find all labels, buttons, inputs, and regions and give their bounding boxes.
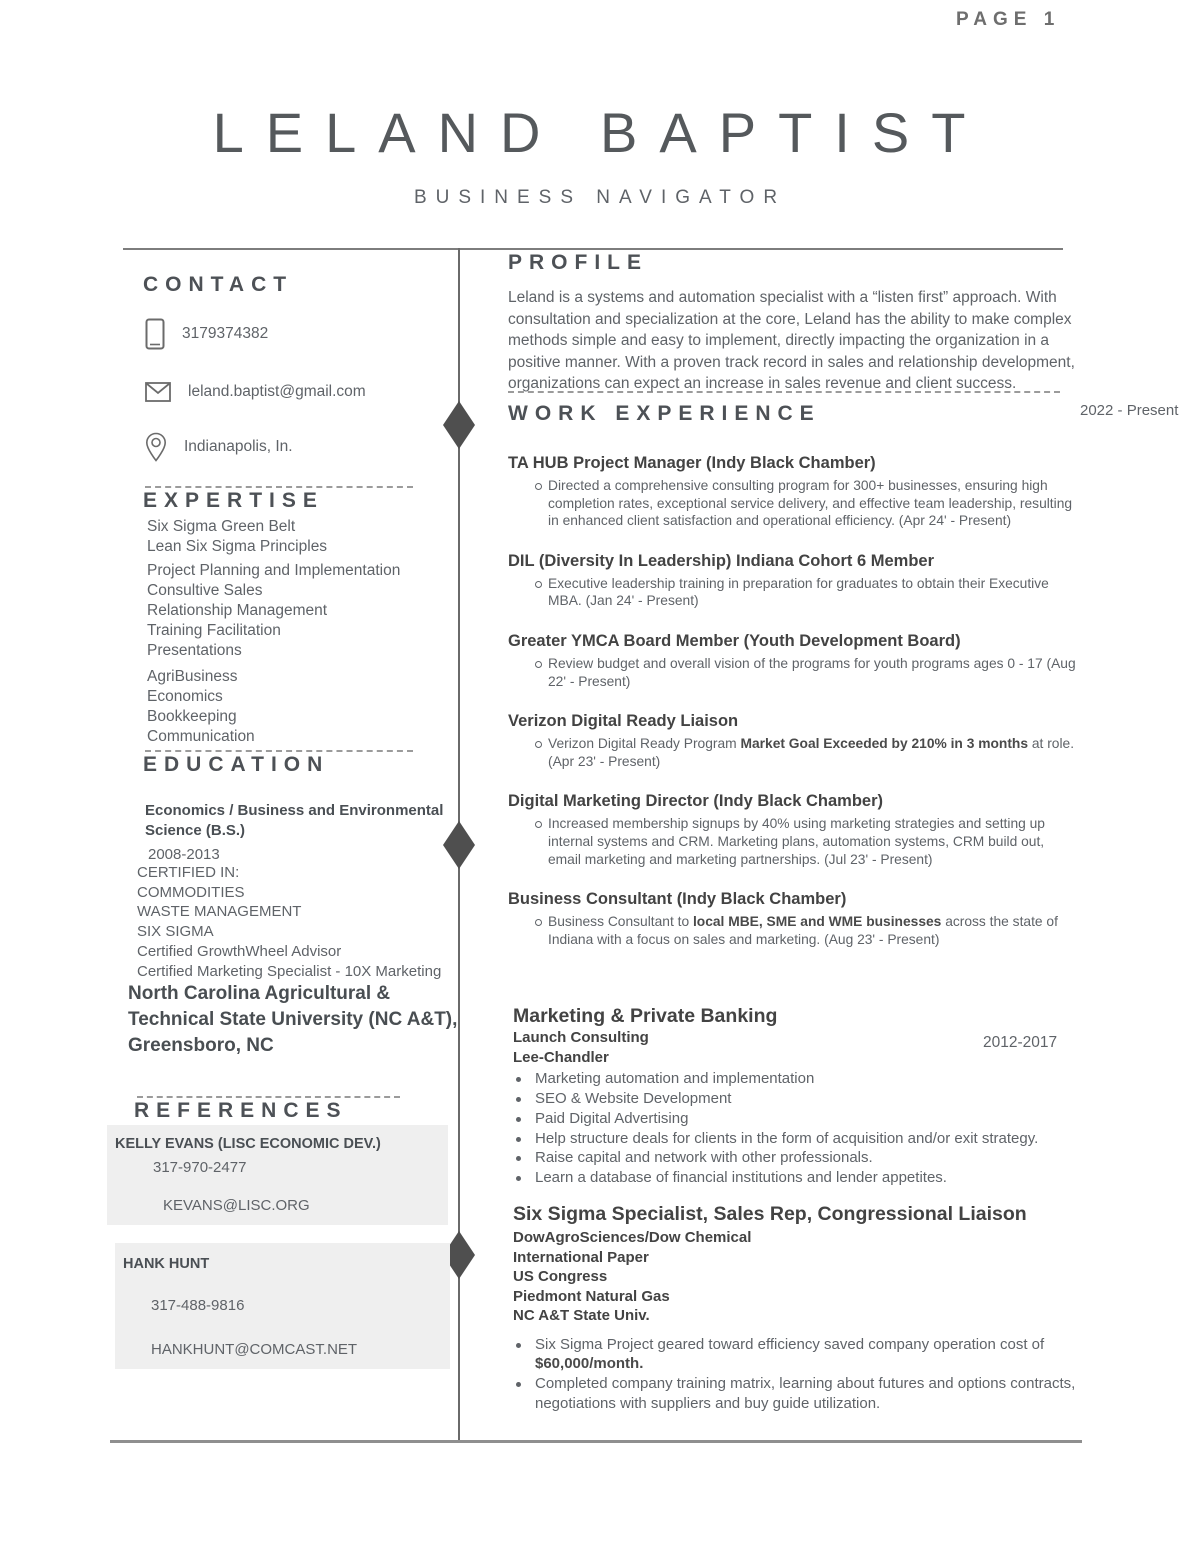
right-column (508, 250, 1179, 1414)
hollow-bullet-icon (535, 581, 542, 588)
job-entry (508, 711, 1080, 770)
six-sigma-title: Six Sigma Specialist, Sales Rep, Congressional Liaison (513, 1203, 1027, 1226)
six-sigma-bullet (513, 1374, 1080, 1414)
expertise-item: Training Facilitation (147, 622, 281, 639)
phone-icon (145, 318, 165, 350)
job-entry (508, 889, 1080, 948)
bullet-text (548, 914, 1058, 947)
reference-card (115, 1243, 450, 1369)
text-segment: $60,000/month. (535, 1355, 644, 1373)
candidate-job-title: BUSINESS NAVIGATOR (413, 187, 787, 208)
six-sigma-org-line: US Congress (513, 1268, 608, 1286)
education-cert-line: SIX SIGMA (137, 923, 214, 941)
contact-phone-value: 3179374382 (182, 325, 269, 342)
bullet-text (548, 736, 1074, 769)
profile-text: Leland is a systems and automation specialist with a “listen first” approach. With consultation and specialization at the core, Leland has the ability to make complex methods simple and easy to implement, directly impacting the organization in a positive manner. With a proven track record in sales and relationship development, organizations can expect an increase in sales revenue and client success. (508, 289, 1075, 393)
bullet-text (535, 1375, 1075, 1412)
job-bullet (508, 477, 1080, 530)
job-title: Greater YMCA Board Member (Youth Development Board) (508, 631, 961, 650)
hollow-bullet-icon (535, 661, 542, 668)
hollow-bullet-icon (535, 919, 542, 926)
six-sigma-org-line: NC A&T State Univ. (513, 1307, 650, 1325)
marketing-bullet (513, 1109, 1080, 1129)
education-years: 2008-2013 (148, 846, 220, 863)
job-bullet-list (508, 913, 1080, 948)
expertise-heading: EXPERTISE (143, 489, 324, 512)
text-segment: Six Sigma Project geared toward efficiency saved company operation cost of (535, 1335, 1045, 1353)
work-experience-heading: WORK EXPERIENCE (508, 401, 821, 425)
education-cert-line: WASTE MANAGEMENT (137, 903, 302, 921)
reference-name: HANK HUNT (123, 1256, 210, 1273)
six-sigma-orgs (513, 1228, 1080, 1326)
job-bullet (508, 913, 1080, 948)
bullet-text: Help structure deals for clients in the form of acquisition and/or exit strategy. (535, 1129, 1039, 1147)
bullet-text (548, 816, 1045, 866)
text-segment: across the state of Indiana with a focus on sales and marketing. (Aug 23' - Present) (548, 914, 1058, 947)
reference-email: HANKHUNT@COMCAST.NET (151, 1341, 358, 1359)
reference-name: KELLY EVANS (LISC ECONOMIC DEV.) (115, 1136, 381, 1153)
bullet-text (535, 1336, 1044, 1373)
marketing-bullet (513, 1168, 1080, 1188)
footer-divider-line (110, 1440, 1082, 1443)
six-sigma-section (508, 1202, 1080, 1414)
six-sigma-org-line: International Paper (513, 1248, 649, 1266)
expertise-list (123, 517, 460, 747)
marketing-bullet-list (513, 1069, 1080, 1188)
six-sigma-org-line: Piedmont Natural Gas (513, 1287, 670, 1305)
contact-location-row (123, 432, 460, 462)
bullet-text (548, 656, 1076, 689)
marketing-bullet (513, 1148, 1080, 1168)
education-cert-line: Certified GrowthWheel Advisor (137, 942, 342, 960)
job-bullet-list (508, 575, 1080, 610)
expertise-item: AgriBusiness (147, 668, 238, 685)
bullet-text: Marketing automation and implementation (535, 1070, 815, 1088)
education-cert-line: COMMODITIES (137, 883, 245, 901)
expertise-item: Consultive Sales (147, 582, 263, 599)
job-title: TA HUB Project Manager (Indy Black Chamber) (508, 453, 876, 472)
left-column (115, 250, 460, 1369)
contact-heading: CONTACT (143, 273, 294, 296)
marketing-banking-title: Marketing & Private Banking (513, 1005, 778, 1028)
job-bullet-list (508, 815, 1080, 868)
bullet-text: Raise capital and network with other professionals. (535, 1149, 873, 1167)
text-segment: Directed a comprehensive consulting program for 300+ businesses, ensuring high completion rates, exceptional service delivery, and effective team leadership, resulting in enhanced client satisfaction and operational efficiency. (Apr 24' - Present) (548, 477, 1073, 529)
marketing-bullet (513, 1129, 1080, 1149)
candidate-name: LELAND BAPTIST (212, 101, 988, 164)
expertise-item: Communication (147, 728, 255, 745)
expertise-item: Presentations (147, 642, 242, 659)
six-sigma-org-line: DowAgroSciences/Dow Chemical (513, 1229, 752, 1247)
job-bullet-list (508, 735, 1080, 770)
text-segment: Increased membership signups by 40% using marketing strategies and setting up internal systems and CRM. Marketing plans, automation systems, CRM build out, email marketing and marketing partnerships. (Jul 23' - Present) (548, 816, 1045, 867)
text-segment: Business Consultant to (548, 914, 693, 930)
job-entry (508, 551, 1080, 610)
text-segment: at role. (Apr 23' - Present) (548, 736, 1075, 769)
marketing-banking-section (508, 1004, 1080, 1188)
text-segment: Review budget and overall vision of the programs for youth programs ages 0 - 17 (Aug 22' - Present) (548, 655, 1076, 689)
expertise-item: Six Sigma Green Belt (147, 518, 296, 535)
filled-bullet-icon (516, 1382, 521, 1387)
text-segment: Executive leadership training in preparation for graduates to obtain their Executive MBA. (Jan 24' - Present) (548, 575, 1049, 609)
job-entry (508, 453, 1080, 530)
job-entry (508, 631, 1080, 690)
bullet-text: Learn a database of financial institutions and lender appetites. (535, 1169, 947, 1187)
expertise-item: Project Planning and Implementation (147, 562, 401, 579)
job-list (508, 453, 1080, 948)
job-title: Business Consultant (Indy Black Chamber) (508, 890, 847, 909)
profile-heading: PROFILE (508, 251, 649, 274)
bullet-text: SEO & Website Development (535, 1090, 732, 1108)
bullet-text: Paid Digital Advertising (535, 1109, 689, 1127)
marketing-banking-period: 2012-2017 (983, 1034, 1058, 1052)
expertise-item: Bookkeeping (147, 708, 237, 725)
text-segment: Market Goal Exceeded by 210% in 3 months (740, 736, 1029, 752)
contact-phone-row (123, 318, 460, 350)
expertise-item: Economics (147, 688, 223, 705)
filled-bullet-icon (516, 1176, 521, 1181)
page-number-label: PAGE 1 (956, 9, 1061, 30)
contact-email-row (123, 382, 460, 402)
job-bullet (508, 655, 1080, 690)
filled-bullet-icon (516, 1097, 521, 1102)
bullet-text (548, 576, 1049, 609)
education-degree: Economics / Business and Environmental Science (B.S.) (145, 802, 444, 839)
reference-phone: 317-488-9816 (151, 1297, 245, 1315)
marketing-subtitle-line: Lee-Chandler (513, 1048, 609, 1066)
education-heading: EDUCATION (143, 753, 330, 776)
text-segment: Verizon Digital Ready Program (548, 736, 741, 752)
text-segment: Completed company training matrix, learning about futures and options contracts, negotiations with suppliers and buy guide utilization. (535, 1375, 1076, 1412)
job-entry (508, 791, 1080, 868)
education-cert-line: Certified Marketing Specialist - 10X Marketing (137, 962, 442, 980)
education-cert-list (123, 863, 460, 981)
reference-phone: 317-970-2477 (153, 1159, 247, 1177)
bullet-text (548, 478, 1072, 528)
hollow-bullet-icon (535, 483, 542, 490)
job-bullet (508, 575, 1080, 610)
job-bullet (508, 815, 1080, 868)
education-cert-line: CERTIFIED IN: (137, 864, 240, 881)
references-entries (115, 1125, 460, 1369)
expertise-item: Relationship Management (147, 602, 328, 619)
expertise-item: Lean Six Sigma Principles (147, 538, 328, 555)
reference-card (107, 1125, 448, 1225)
filled-bullet-icon (516, 1137, 521, 1142)
references-heading: REFERENCES (134, 1099, 348, 1123)
filled-bullet-icon (516, 1077, 521, 1082)
hollow-bullet-icon (535, 741, 542, 748)
job-bullet-list (508, 655, 1080, 690)
contact-location-value: Indianapolis, In. (184, 438, 293, 455)
marketing-bullet (513, 1069, 1080, 1089)
work-period: 2022 - Present (1080, 401, 1179, 419)
job-title: DIL (Diversity In Leadership) Indiana Cohort 6 Member (508, 551, 935, 570)
marketing-subtitle-line: Launch Consulting (513, 1029, 649, 1047)
job-bullet (508, 735, 1080, 770)
envelope-icon (145, 382, 171, 402)
job-bullet-list (508, 477, 1080, 530)
location-pin-icon (145, 432, 167, 462)
reference-email: KEVANS@LISC.ORG (163, 1197, 310, 1215)
job-title: Digital Marketing Director (Indy Black Chamber) (508, 792, 883, 811)
work-experience-header (508, 401, 1179, 427)
job-title: Verizon Digital Ready Liaison (508, 712, 739, 731)
filled-bullet-icon (516, 1343, 521, 1348)
hollow-bullet-icon (535, 821, 542, 828)
filled-bullet-icon (516, 1117, 521, 1122)
filled-bullet-icon (516, 1156, 521, 1161)
six-sigma-bullet-list (513, 1335, 1080, 1414)
marketing-bullet (513, 1089, 1080, 1109)
contact-email-value: leland.baptist@gmail.com (188, 383, 366, 400)
education-school: North Carolina Agricultural & Technical State University (NC A&T), Greensboro, NC (128, 983, 458, 1057)
text-segment: local MBE, SME and WME businesses (692, 914, 942, 930)
six-sigma-bullet (513, 1335, 1080, 1375)
